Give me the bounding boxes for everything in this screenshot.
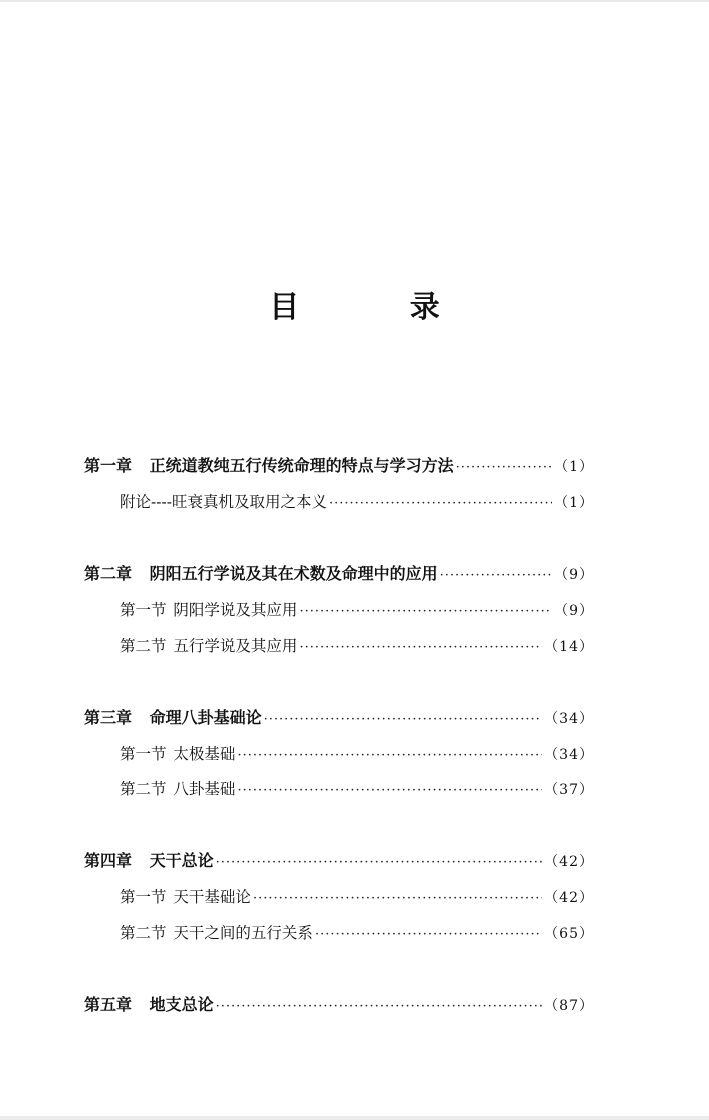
toc-page-number: （34） [544, 711, 594, 727]
dot-leader [237, 744, 542, 768]
toc-entry-label: 第一章 正统道教纯五行传统命理的特点与学习方法 [84, 456, 454, 475]
dot-leader [237, 779, 542, 803]
toc-page-number: （1） [554, 495, 594, 511]
toc-entry-label: 第四章 天干总论 [84, 851, 214, 870]
toc-page-number: （14） [544, 639, 594, 655]
dot-leader [299, 636, 542, 660]
toc-page-number: （9） [554, 603, 594, 619]
toc-chapter-5[interactable] [84, 993, 594, 1017]
toc-section-4-1[interactable] [120, 885, 594, 909]
page-title: 目 录 [269, 290, 490, 325]
toc-page-number: （37） [544, 782, 594, 798]
dot-leader [299, 600, 552, 624]
toc-chapter-3[interactable] [84, 706, 594, 730]
toc-entry-label: 第二章 阴阳五行学说及其在术数及命理中的应用 [84, 564, 438, 583]
toc-entry-label: 第二节 八卦基础 [120, 780, 236, 798]
toc-page-number: （9） [554, 567, 594, 583]
dot-leader [264, 708, 543, 732]
toc-entry-label: 第一节 阴阳学说及其应用 [120, 601, 298, 619]
toc-page-number: （42） [544, 854, 594, 870]
toc-page-number: （65） [544, 926, 594, 942]
toc-entry-label: 第二节 天干之间的五行关系 [120, 924, 313, 942]
toc-chapter-4[interactable] [84, 849, 594, 873]
toc-section-2-1[interactable] [120, 598, 594, 622]
dot-leader [253, 887, 542, 911]
page-bottom-edge [0, 1116, 709, 1120]
dot-leader [315, 923, 542, 947]
toc-section-4-2[interactable] [120, 921, 594, 945]
toc-section-appendix[interactable] [120, 490, 594, 514]
toc-entry-label: 第一节 太极基础 [120, 745, 236, 763]
toc-page-number: （87） [544, 998, 594, 1014]
dot-leader [456, 456, 553, 480]
toc-section-2-2[interactable] [120, 634, 594, 658]
toc-section-3-2[interactable] [120, 777, 594, 801]
toc-page-number: （1） [554, 459, 594, 475]
dot-leader [440, 564, 553, 588]
dot-leader [216, 851, 543, 875]
toc-chapter-1[interactable] [84, 454, 594, 478]
toc-entry-label: 第三章 命理八卦基础论 [84, 708, 262, 727]
page-top-edge [0, 0, 709, 2]
toc-entry-label: 第一节 天干基础论 [120, 888, 251, 906]
dot-leader [216, 995, 543, 1019]
toc-entry-label: 第二节 五行学说及其应用 [120, 637, 298, 655]
toc-page-number: （42） [544, 890, 594, 906]
toc-page-number: （34） [544, 747, 594, 763]
dot-leader [329, 492, 552, 516]
toc-entry-label: 附论----旺衰真机及取用之本义 [120, 493, 327, 511]
toc-entry-label: 第五章 地支总论 [84, 995, 214, 1014]
toc-section-3-1[interactable] [120, 742, 594, 766]
toc-chapter-2[interactable] [84, 562, 594, 586]
